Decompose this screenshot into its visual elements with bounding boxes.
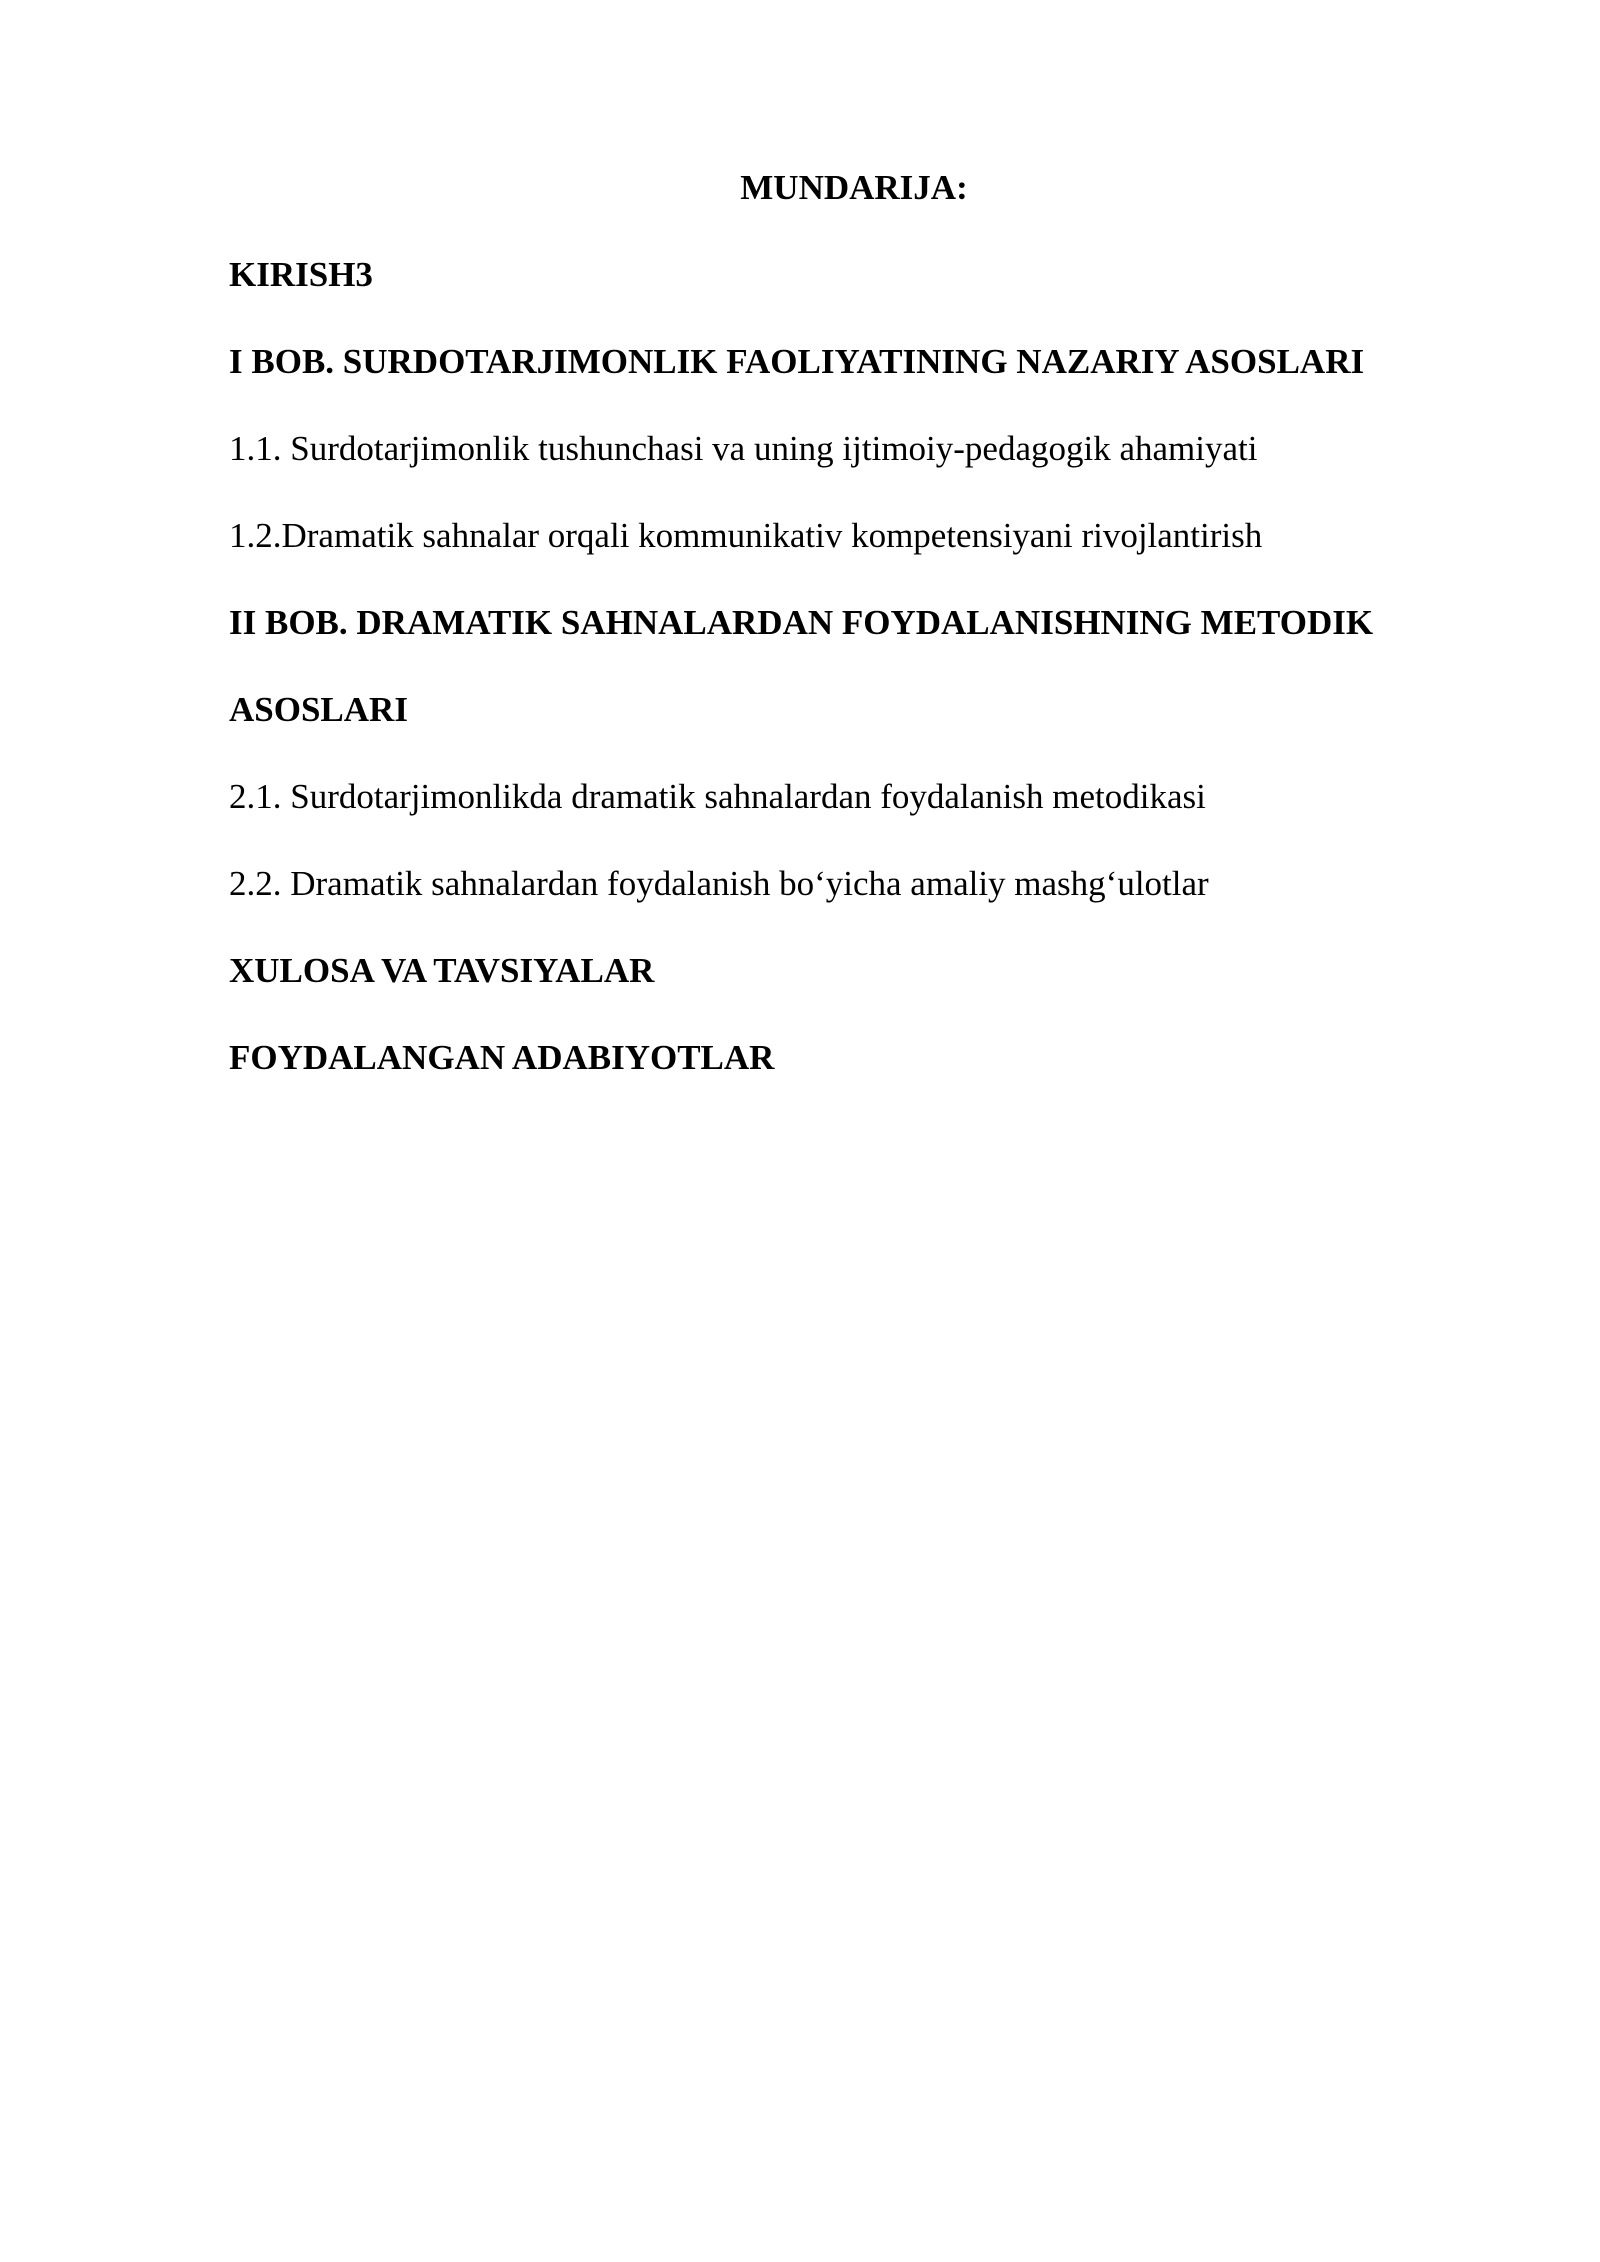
toc-entry-conclusion: XULOSA VA TAVSIYALAR xyxy=(229,951,655,990)
toc-title: MUNDARIJA: xyxy=(740,168,968,207)
toc-entry-chapter-2-continued: ASOSLARI xyxy=(229,690,408,729)
toc-entry-section-2-1: 2.1. Surdotarjimonlikda dramatik sahnalardan foydalanish metodikasi xyxy=(229,777,1206,816)
toc-entry-references: FOYDALANGAN ADABIYOTLAR xyxy=(229,1038,775,1077)
toc-entry-chapter-2: II BOB. DRAMATIK SAHNALARDAN FOYDALANISHNING METODIK xyxy=(229,603,1374,642)
toc-entry-section-2-2: 2.2. Dramatik sahnalardan foydalanish bo‘yicha amaliy mashg‘ulotlar xyxy=(229,864,1209,903)
toc-entry-introduction: KIRISH3 xyxy=(229,255,373,294)
toc-entry-section-1-2: 1.2.Dramatik sahnalar orqali kommunikativ kompetensiyani rivojlantirish xyxy=(229,516,1263,555)
toc-entry-chapter-1: I BOB. SURDOTARJIMONLIK FAOLIYATINING NAZARIY ASOSLARI xyxy=(229,342,1365,381)
table-of-contents xyxy=(229,162,1479,1119)
toc-entry-section-1-1: 1.1. Surdotarjimonlik tushunchasi va uning ijtimoiy-pedagogik ahamiyati xyxy=(229,429,1258,468)
